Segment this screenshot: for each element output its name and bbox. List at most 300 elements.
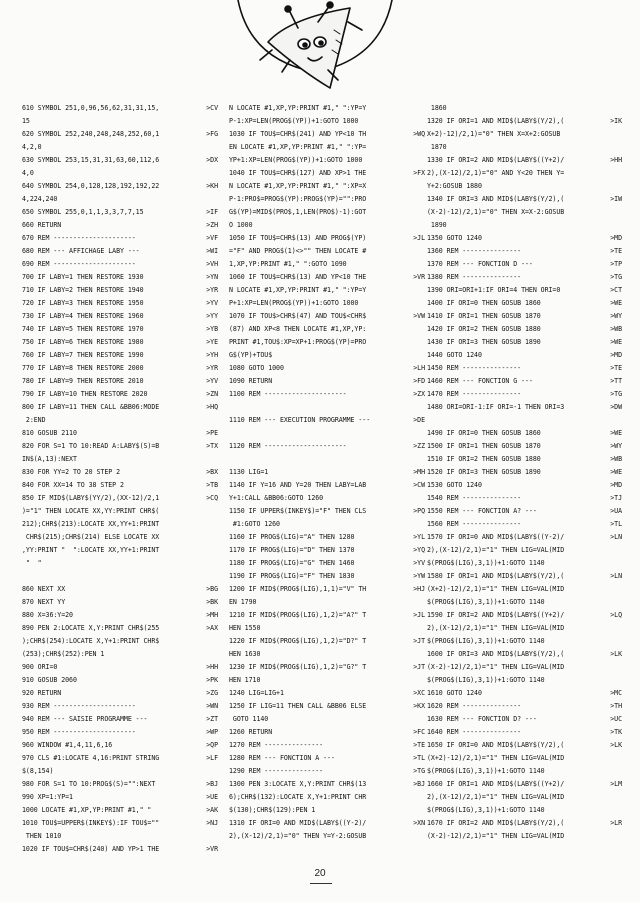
code-text: 212);CHR$(213):LOCATE XX,YY+1:PRINT <box>22 520 160 528</box>
code-text: 4,2,0 <box>22 143 42 151</box>
code-text: 740 IF LABY=5 THEN RESTORE 1970 <box>22 325 144 333</box>
checksum-code: >VF <box>206 234 218 242</box>
code-text: 1270 REM --------------- <box>229 741 324 749</box>
code-text: 700 IF LABY=1 THEN RESTORE 1930 <box>22 273 144 281</box>
code-text: X+2)-12)/2,1)="0" THEN X=X+2:GOSUB <box>427 130 561 138</box>
code-line <box>22 739 218 752</box>
code-line <box>22 544 218 557</box>
code-text: 1410 IF ORI=1 THEN GOSUB 1870 <box>427 312 541 320</box>
code-line <box>229 635 425 648</box>
code-text: 1290 REM --------------- <box>229 767 324 775</box>
code-line <box>22 115 218 128</box>
code-line <box>427 765 622 778</box>
code-line <box>229 388 425 401</box>
code-line <box>427 271 622 284</box>
page-number: 20 <box>314 868 326 879</box>
checksum-code: >MD <box>610 351 622 359</box>
code-text: 730 IF LABY=4 THEN RESTORE 1960 <box>22 312 144 320</box>
code-text: 1460 REM --- FONCTION G --- <box>427 377 533 385</box>
checksum-code: >LH <box>413 364 425 372</box>
code-line <box>229 102 425 115</box>
code-line <box>229 622 425 635</box>
code-text: P+1:XP=LEN(PROG$(YP))+1:GOTO 1000 <box>229 299 359 307</box>
checksum-code: >MH <box>206 611 218 619</box>
code-text: 1000 LOCATE #1,XP,YP:PRINT #1," " <box>22 806 152 814</box>
code-text: 1240 LIG=LIG+1 <box>229 689 284 697</box>
checksum-code: >LK <box>610 741 622 749</box>
code-text: 1090 RETURN <box>229 377 273 385</box>
checksum-code: >VW <box>413 312 425 320</box>
code-text: 880 X=36:Y=20 <box>22 611 73 619</box>
code-line <box>427 583 622 596</box>
checksum-code: >YW <box>413 572 425 580</box>
code-line <box>22 804 218 817</box>
code-line <box>229 284 425 297</box>
code-line <box>229 739 425 752</box>
code-line <box>22 557 218 570</box>
code-text: P-1:PRO$=PROG$(YP):PROG$(YP)="":PRO <box>229 195 367 203</box>
code-line <box>22 271 218 284</box>
code-line <box>229 583 425 596</box>
checksum-code: >TE <box>610 247 622 255</box>
checksum-code: >YV <box>206 299 218 307</box>
code-line <box>427 830 622 843</box>
code-text: 1600 IF ORI=3 AND MID$(LABY$(Y/2),( <box>427 650 565 658</box>
code-text: 1300 PEN 3:LOCATE X,Y:PRINT CHR$(13 <box>229 780 367 788</box>
code-text: 630 SYMBOL 253,15,31,31,63,60,112,6 <box>22 156 160 164</box>
code-line <box>427 609 622 622</box>
code-text: 1390 ORI=ORI+1:IF ORI=4 THEN ORI=0 <box>427 286 561 294</box>
code-line <box>22 349 218 362</box>
code-line <box>22 414 218 427</box>
checksum-code: >FC <box>413 728 425 736</box>
checksum-code: >FX <box>413 169 425 177</box>
code-line <box>22 362 218 375</box>
cartoon-character-illustration <box>230 0 400 100</box>
code-text: HEN 1550 <box>229 624 261 632</box>
listing-column-middle <box>229 102 425 843</box>
code-line <box>427 700 622 713</box>
code-line <box>427 674 622 687</box>
code-text: 4,0 <box>22 169 34 177</box>
code-line <box>427 349 622 362</box>
checksum-code: >TX <box>206 442 218 450</box>
code-line <box>229 440 425 453</box>
code-text: $(PROG$(LIG),3,1))+1:GOTO 1140 <box>427 676 545 684</box>
checksum-code: >LQ <box>610 611 622 619</box>
code-line <box>22 531 218 544</box>
code-line <box>229 362 425 375</box>
code-text: $(PROG$(LIG),3,1))+1:GOTO 1140 <box>427 598 545 606</box>
checksum-code: >TE <box>610 364 622 372</box>
code-line <box>427 154 622 167</box>
code-text: 1020 IF TOU$=CHR$(240) AND YP>1 THE <box>22 845 160 853</box>
code-text: 1040 IF TOU$=CHR$(127) AND XP>1 THE <box>229 169 367 177</box>
code-line <box>427 817 622 830</box>
code-line <box>427 479 622 492</box>
code-line <box>427 245 622 258</box>
checksum-code: >WB <box>610 455 622 463</box>
checksum-code: >WB <box>610 325 622 333</box>
code-text: 1050 IF TOU$=CHR$(13) AND PROG$(YP) <box>229 234 367 242</box>
code-line <box>427 284 622 297</box>
code-line <box>22 440 218 453</box>
checksum-code: >YV <box>206 377 218 385</box>
code-line <box>22 310 218 323</box>
code-text: HEN 1710 <box>229 676 261 684</box>
checksum-code: >NJ <box>206 819 218 827</box>
code-text: 610 SYMBOL 251,0,96,56,62,31,31,15, <box>22 104 160 112</box>
code-text: 1080 GOTO 1000 <box>229 364 284 372</box>
checksum-code: >PQ <box>413 507 425 515</box>
code-line <box>427 427 622 440</box>
code-text: 1140 IF Y=16 AND Y=20 THEN LABY=LAB <box>229 481 367 489</box>
code-text: 750 IF LABY=6 THEN RESTORE 1980 <box>22 338 144 346</box>
code-line <box>427 258 622 271</box>
code-text: 2),(X-12)/2,1)="1" THEN LIG=VAL(MID <box>427 793 565 801</box>
code-text: 930 REM --------------------- <box>22 702 136 710</box>
code-line <box>229 661 425 674</box>
checksum-code: >WE <box>610 299 622 307</box>
checksum-code: >YB <box>206 325 218 333</box>
code-text: 2),(X-12)/2,1)="0" THEN Y=Y-2:GOSUB <box>229 832 367 840</box>
code-text: 990 XP=1:YP=1 <box>22 793 73 801</box>
code-text: $(8,154) <box>22 767 54 775</box>
checksum-code: >ZH <box>206 221 218 229</box>
code-line <box>22 609 218 622</box>
code-text: 1070 IF TOU$>CHR$(47) AND TOU$<CHR$ <box>229 312 367 320</box>
checksum-code: >XC <box>413 689 425 697</box>
code-text: 1860 <box>427 104 447 112</box>
code-text: (X-2)-12)/2,1)="1" THEN LIG=VAL(MID <box>427 832 565 840</box>
code-line <box>22 453 218 466</box>
code-text: 1400 IF ORI=0 THEN GOSUB 1860 <box>427 299 541 307</box>
checksum-code: >BJ <box>206 780 218 788</box>
code-line <box>229 128 425 141</box>
checksum-code: >MD <box>610 234 622 242</box>
code-text: 1180 IF PROG$(LIG)="G" THEN 1460 <box>229 559 355 567</box>
code-text: 1280 REM --- FONCTION A --- <box>229 754 335 762</box>
code-line <box>22 167 218 180</box>
code-line <box>229 245 425 258</box>
code-text: Y+1:CALL &BB06:GOTO 1260 <box>229 494 324 502</box>
code-text: 910 GOSUB 2060 <box>22 676 77 684</box>
checksum-code: >MD <box>610 481 622 489</box>
code-line <box>427 648 622 661</box>
code-text: 1420 IF ORI=2 THEN GOSUB 1880 <box>427 325 541 333</box>
code-text: 1170 IF PROG$(LIG)="D" THEN 1370 <box>229 546 355 554</box>
code-line <box>427 466 622 479</box>
checksum-code: >VH <box>206 260 218 268</box>
code-text: 850 IF MID$(LABY$(YY/2),(XX-12)/2,1 <box>22 494 160 502</box>
code-line <box>427 791 622 804</box>
code-text: 1350 GOTO 1240 <box>427 234 482 242</box>
checksum-code: >WE <box>610 468 622 476</box>
code-line <box>427 115 622 128</box>
code-line <box>427 518 622 531</box>
code-line <box>229 206 425 219</box>
checksum-code: >WE <box>610 429 622 437</box>
checksum-code: >FD <box>413 377 425 385</box>
code-text: IN$(A,13):NEXT <box>22 455 77 463</box>
checksum-code: >YV <box>413 559 425 567</box>
checksum-code: >YL <box>413 533 425 541</box>
code-line <box>229 414 425 427</box>
code-line <box>22 635 218 648</box>
code-text: 980 FOR S=1 TO 10:PROG$(S)="":NEXT <box>22 780 156 788</box>
code-text: 1550 REM --- FONCTION A? --- <box>427 507 537 515</box>
checksum-code: >TL <box>610 520 622 528</box>
code-text: 1010 TOU$=UPPER$(INKEY$):IF TOU$="" <box>22 819 160 827</box>
code-text: 1210 IF MID$(PROG$(LIG),1,2)="A?" T <box>229 611 367 619</box>
code-text: 1560 REM --------------- <box>427 520 522 528</box>
code-line <box>427 713 622 726</box>
code-line <box>22 830 218 843</box>
checksum-code: >HH <box>206 663 218 671</box>
code-line <box>229 466 425 479</box>
code-text: 4,224,240 <box>22 195 58 203</box>
code-line <box>427 505 622 518</box>
checksum-code: >WN <box>206 702 218 710</box>
checksum-code: >KH <box>206 182 218 190</box>
code-line <box>427 323 622 336</box>
code-line <box>22 583 218 596</box>
code-text: $(PROG$(LIG),3,1))+1:GOTO 1140 <box>427 637 545 645</box>
code-line <box>22 791 218 804</box>
code-text: PRINT #1,TOU$:XP=XP+1:PROG$(YP)=PRO <box>229 338 367 346</box>
checksum-code: >JT <box>413 663 425 671</box>
code-line <box>229 180 425 193</box>
checksum-code: >HQ <box>206 403 218 411</box>
checksum-code: >YR <box>206 364 218 372</box>
code-text: N LOCATE #1,XP,YP:PRINT #1," ":YP=Y <box>229 286 367 294</box>
checksum-code: >LF <box>206 754 218 762</box>
checksum-code: >YR <box>206 286 218 294</box>
checksum-code: >UC <box>610 715 622 723</box>
code-text: G$(YP)=MID$(PRO$,1,LEN(PRO$)-1):GOT <box>229 208 367 216</box>
code-text: (253);CHR$(252):PEN 1 <box>22 650 105 658</box>
code-line <box>229 232 425 245</box>
code-line <box>22 284 218 297</box>
code-line <box>229 700 425 713</box>
checksum-code: >CV <box>206 104 218 112</box>
code-text: 830 FOR YY=2 TO 20 STEP 2 <box>22 468 120 476</box>
code-text: 860 NEXT XX <box>22 585 66 593</box>
code-line <box>427 193 622 206</box>
code-text: 760 IF LABY=7 THEN RESTORE 1990 <box>22 351 144 359</box>
code-line <box>229 154 425 167</box>
code-text: G$(YP)+TOU$ <box>229 351 273 359</box>
code-line <box>229 570 425 583</box>
code-text: $(130);CHR$(129):PEN 1 <box>229 806 316 814</box>
code-line <box>22 479 218 492</box>
code-line <box>427 687 622 700</box>
checksum-code: >LK <box>610 650 622 658</box>
code-line <box>22 427 218 440</box>
code-line <box>427 440 622 453</box>
code-line <box>22 102 218 115</box>
code-text: 870 NEXT YY <box>22 598 66 606</box>
code-text: $(PROG$(LIG),3,1))+1:GOTO 1140 <box>427 806 545 814</box>
code-line <box>427 453 622 466</box>
code-text: 1470 REM --------------- <box>427 390 522 398</box>
checksum-code: >VR <box>413 273 425 281</box>
code-text: 1120 REM --------------------- <box>229 442 347 450</box>
code-line <box>427 167 622 180</box>
code-line <box>229 648 425 661</box>
code-text: 1540 REM --------------- <box>427 494 522 502</box>
checksum-code: >KX <box>413 702 425 710</box>
code-line <box>427 310 622 323</box>
code-text: $(PROG$(LIG),3,1))+1:GOTO 1140 <box>427 767 545 775</box>
code-text: N LOCATE #1,XP,YP:PRINT #1," ":YP=Y <box>229 104 367 112</box>
checksum-code: >TP <box>610 260 622 268</box>
checksum-code: >LM <box>610 780 622 788</box>
code-line <box>22 206 218 219</box>
code-text: 1100 REM --------------------- <box>229 390 347 398</box>
code-line <box>22 466 218 479</box>
checksum-code: >MH <box>413 468 425 476</box>
code-line <box>427 180 622 193</box>
checksum-code: >HH <box>610 156 622 164</box>
code-text: 1640 REM --------------- <box>427 728 522 736</box>
code-text: 15 <box>22 117 30 125</box>
checksum-code: >IW <box>610 195 622 203</box>
code-line <box>229 726 425 739</box>
code-line <box>22 245 218 258</box>
code-line <box>229 505 425 518</box>
code-text: 1310 IF ORI=0 AND MID$(LABY$((Y-2)/ <box>229 819 367 827</box>
code-line <box>229 336 425 349</box>
checksum-code: >JL <box>413 234 425 242</box>
checksum-code: >LN <box>610 572 622 580</box>
code-line <box>22 765 218 778</box>
code-text: 1630 REM --- FONCTION D? --- <box>427 715 537 723</box>
code-text: 1450 REM --------------- <box>427 364 522 372</box>
code-line <box>229 310 425 323</box>
code-text: 1250 IF LIG=11 THEN CALL &BB06 ELSE <box>229 702 367 710</box>
code-text: 1520 IF ORI=3 THEN GOSUB 1890 <box>427 468 541 476</box>
checksum-code: >CW <box>413 481 425 489</box>
code-text: ,YY:PRINT " ":LOCATE XX,YY+1:PRINT <box>22 546 160 554</box>
code-line <box>229 141 425 154</box>
code-text: 970 CLS #1:LOCATE 4,16:PRINT STRING <box>22 754 160 762</box>
code-line <box>22 505 218 518</box>
checksum-code: >VR <box>206 845 218 853</box>
code-line <box>427 726 622 739</box>
code-line <box>22 726 218 739</box>
checksum-code: >TG <box>610 273 622 281</box>
code-line <box>22 232 218 245</box>
code-line <box>22 219 218 232</box>
checksum-code: >BK <box>206 598 218 606</box>
code-line <box>22 778 218 791</box>
checksum-code: >TL <box>413 754 425 762</box>
code-text: 670 REM --------------------- <box>22 234 136 242</box>
code-text: 1110 REM --- EXECUTION PROGRAMME --- <box>229 416 371 424</box>
code-line <box>427 531 622 544</box>
code-line <box>229 752 425 765</box>
code-line <box>427 297 622 310</box>
code-text: 1570 IF ORI=0 AND MID$(LABY$((Y-2)/ <box>427 533 565 541</box>
code-text: 1660 IF ORI=1 AND MID$(LABY$((Y+2)/ <box>427 780 565 788</box>
code-line <box>427 778 622 791</box>
checksum-code: >WI <box>206 247 218 255</box>
checksum-code: >AX <box>206 624 218 632</box>
code-text: 1370 REM --- FONCTION D --- <box>427 260 533 268</box>
code-line <box>22 388 218 401</box>
code-line <box>427 102 622 115</box>
checksum-code: >PK <box>206 676 218 684</box>
code-text: 1360 REM --------------- <box>427 247 522 255</box>
code-line <box>427 414 622 427</box>
code-text: 640 SYMBOL 254,0,128,128,192,192,22 <box>22 182 160 190</box>
code-text: P-1:XP=LEN(PROG$(YP))+1:GOTO 1000 <box>229 117 359 125</box>
checksum-code: >WP <box>206 728 218 736</box>
code-text: 1440 GOTO 1240 <box>427 351 482 359</box>
checksum-code: >TH <box>610 702 622 710</box>
code-text: 1430 IF ORI=3 THEN GOSUB 1890 <box>427 338 541 346</box>
code-text: 1160 IF PROG$(LIG)="A" THEN 1280 <box>229 533 355 541</box>
code-line <box>427 388 622 401</box>
checksum-code: >IF <box>206 208 218 216</box>
code-line <box>427 544 622 557</box>
code-text: 1620 REM --------------- <box>427 702 522 710</box>
code-text: 1650 IF ORI=0 AND MID$(LABY$(Y/2),( <box>427 741 565 749</box>
checksum-code: >ZZ <box>413 442 425 450</box>
code-text: THEN 1010 <box>22 832 62 840</box>
code-text: )="1" THEN LOCATE XX,YY:PRINT CHR$( <box>22 507 160 515</box>
checksum-code: >YE <box>206 338 218 346</box>
code-line <box>427 752 622 765</box>
code-line <box>229 297 425 310</box>
checksum-code: >FG <box>206 130 218 138</box>
code-text: (X+2)-12)/2,1)="1" THEN LIG=VAL(MID <box>427 754 565 762</box>
code-line <box>22 622 218 635</box>
code-text: 800 IF LABY=11 THEN CALL &BB06:MODE <box>22 403 160 411</box>
code-line <box>427 739 622 752</box>
code-text: 1510 IF ORI=2 THEN GOSUB 1880 <box>427 455 541 463</box>
checksum-code: >WY <box>610 312 622 320</box>
code-text: 680 REM --- AFFICHAGE LABY --- <box>22 247 140 255</box>
code-text: 1220 IF MID$(PROG$(LIG),1,2)="D?" T <box>229 637 367 645</box>
checksum-code: >AK <box>206 806 218 814</box>
code-text: 1,XP,YP:PRINT #1," ":GOTO 1090 <box>229 260 347 268</box>
checksum-code: >TG <box>413 767 425 775</box>
checksum-code: >TJ <box>610 494 622 502</box>
code-text: );CHR$(254):LOCATE X,Y+1:PRINT CHR$ <box>22 637 160 645</box>
code-text: 1330 IF ORI=2 AND MID$(LABY$((Y+2)/ <box>427 156 565 164</box>
code-line <box>229 427 425 440</box>
code-line <box>22 492 218 505</box>
checksum-code: >JT <box>413 637 425 645</box>
code-text: 1590 IF ORI=2 AND MID$(LABY$((Y+2)/ <box>427 611 565 619</box>
code-line <box>427 804 622 817</box>
code-text: 1530 GOTO 1240 <box>427 481 482 489</box>
code-text: 1260 RETURN <box>229 728 273 736</box>
code-line <box>22 258 218 271</box>
code-text: 920 RETURN <box>22 689 62 697</box>
code-line <box>22 713 218 726</box>
code-text: 780 IF LABY=9 THEN RESTORE 2010 <box>22 377 144 385</box>
checksum-code: >ZX <box>413 390 425 398</box>
code-text: 650 SYMBOL 255,0,1,1,3,3,7,7,15 <box>22 208 144 216</box>
checksum-code: >ZN <box>206 390 218 398</box>
code-line <box>22 336 218 349</box>
code-line <box>229 479 425 492</box>
code-text: 940 REM --- SAISIE PROGRAMME --- <box>22 715 148 723</box>
code-text: 720 IF LABY=3 THEN RESTORE 1950 <box>22 299 144 307</box>
